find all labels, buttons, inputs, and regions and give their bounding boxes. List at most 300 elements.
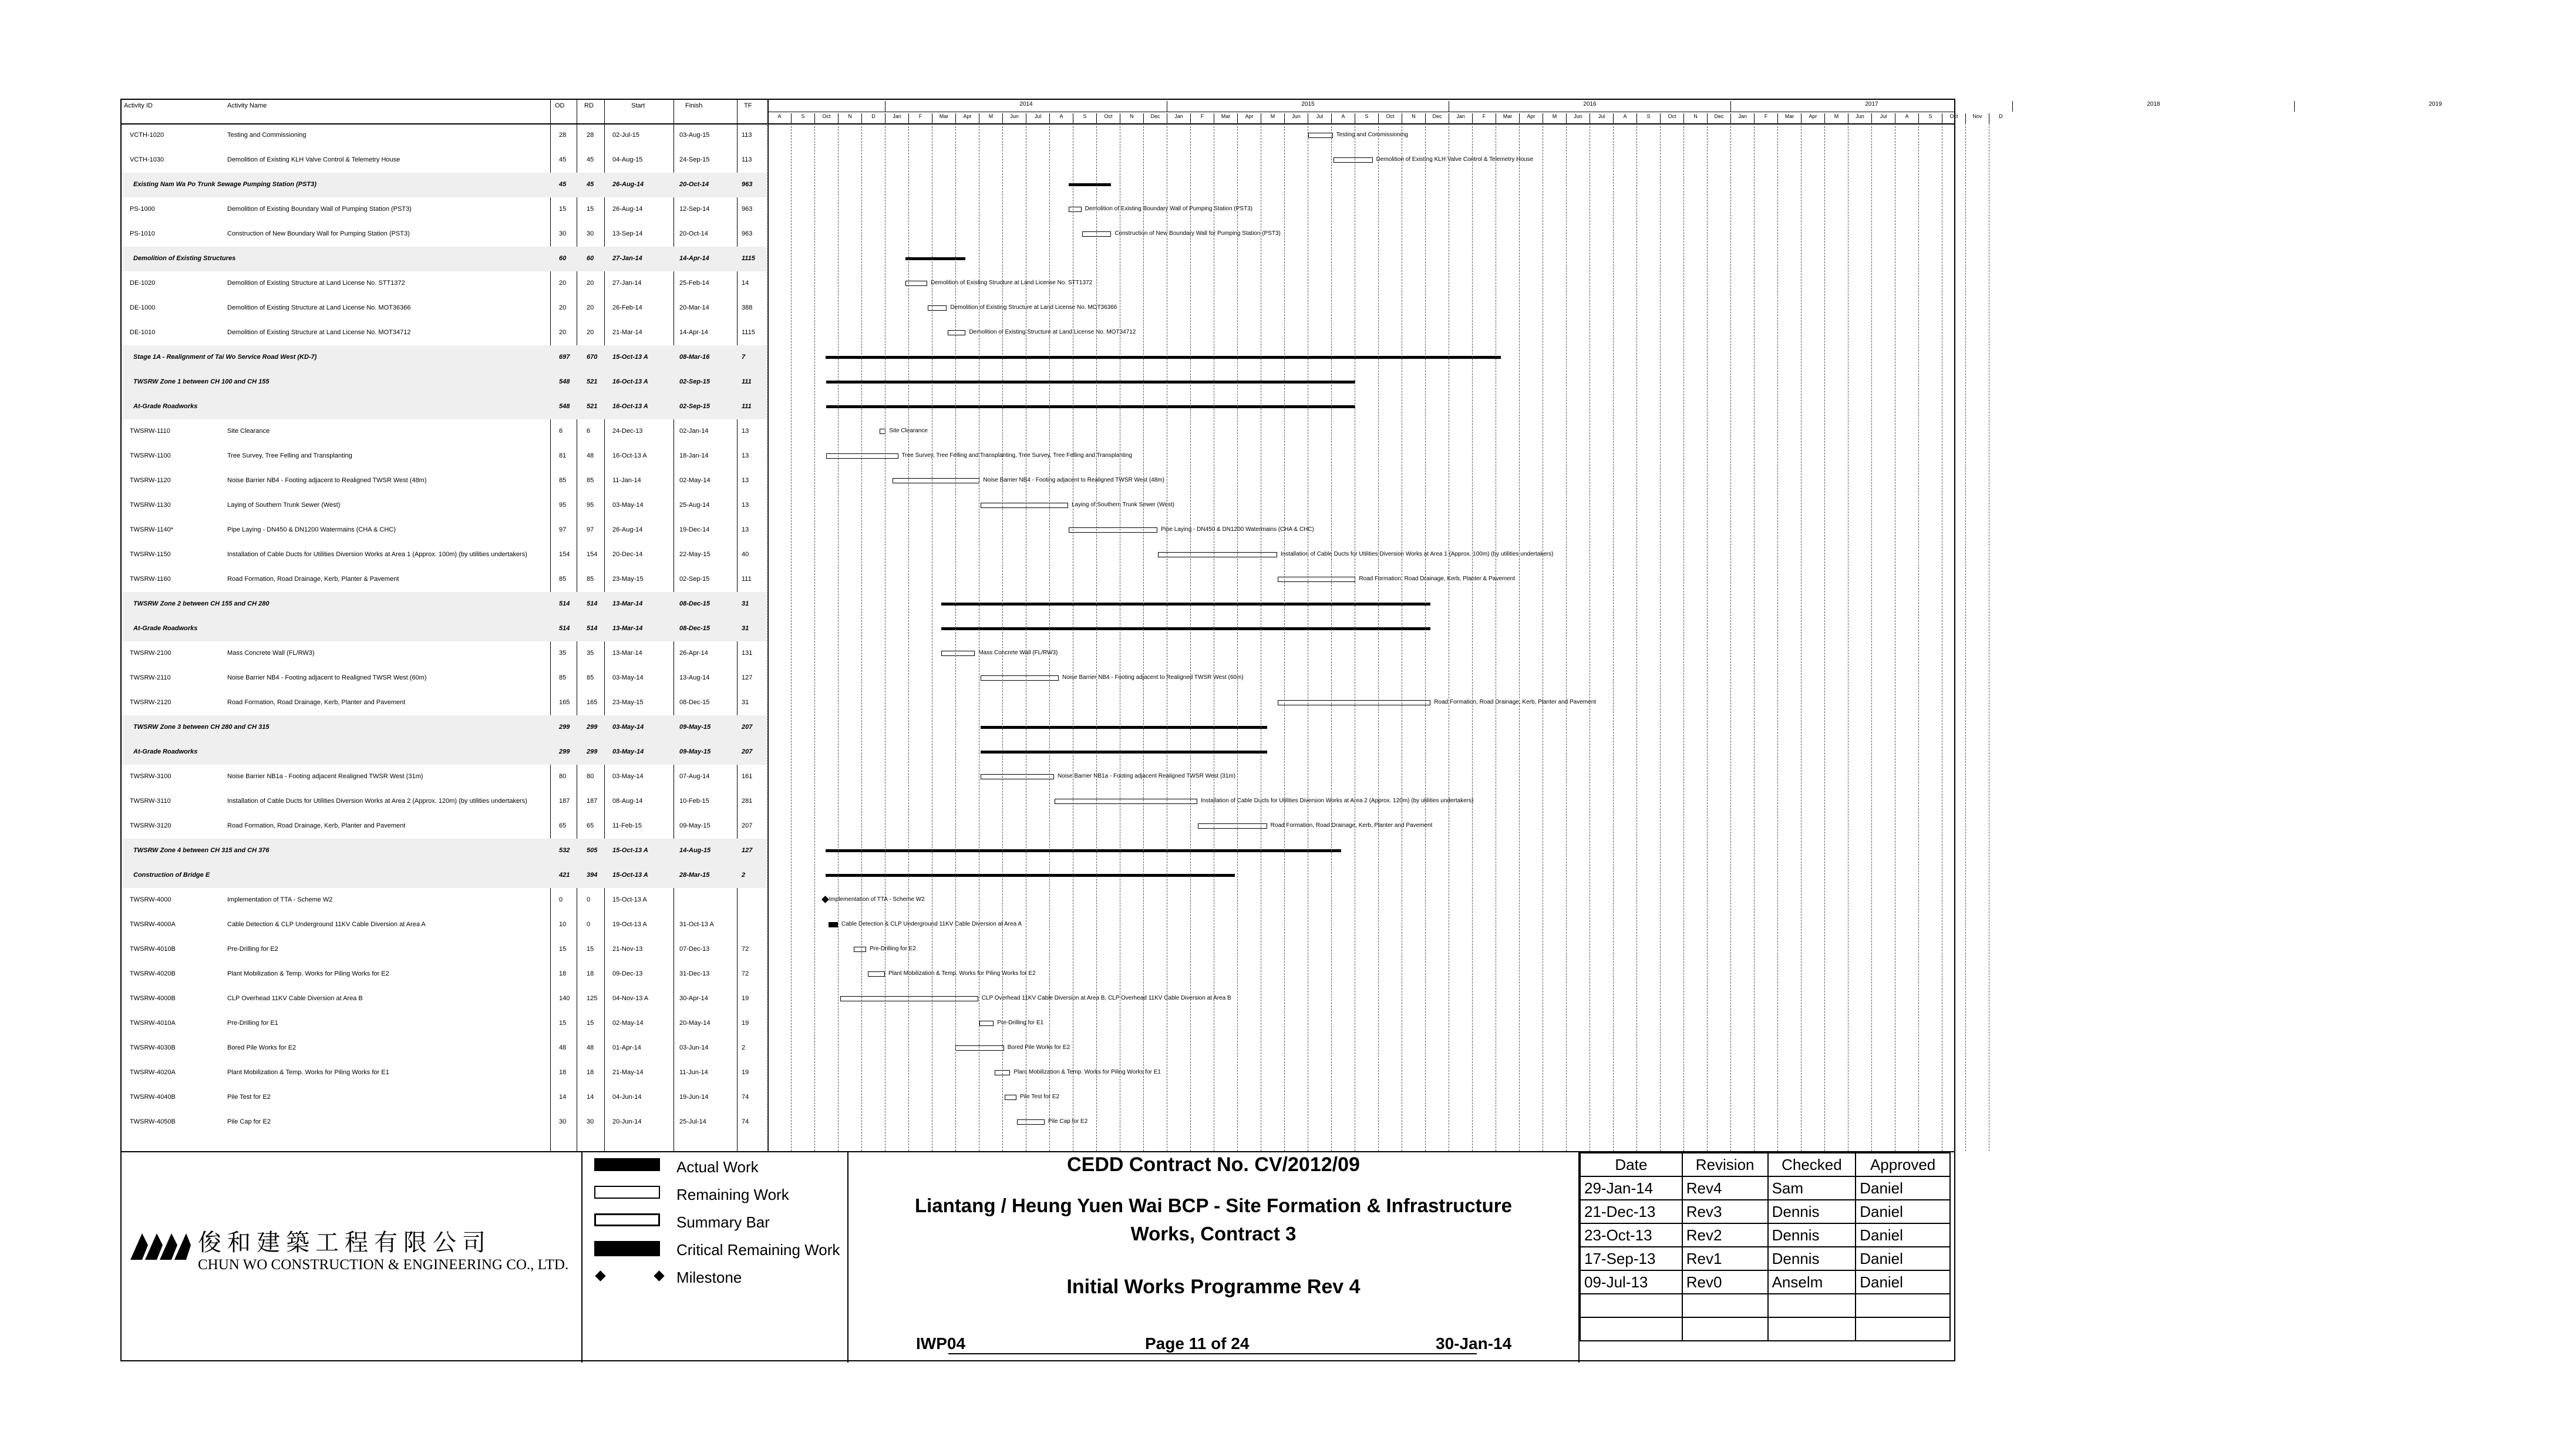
- revision-row: [1580, 1247, 1950, 1270]
- activity-bar: [1198, 823, 1267, 829]
- start-date: 11-Feb-15: [612, 822, 642, 829]
- total-float: 31: [742, 625, 749, 632]
- activity-id: DE-1020: [130, 280, 156, 287]
- table-row: [122, 1061, 767, 1085]
- total-float: 14: [742, 280, 749, 287]
- start-date: 21-Mar-14: [612, 329, 642, 336]
- remaining-duration: 521: [587, 378, 598, 385]
- revision-cell: Daniel: [1856, 1176, 1950, 1200]
- revision-header: Checked: [1768, 1153, 1856, 1176]
- start-date: 16-Oct-13 A: [612, 378, 648, 385]
- activity-id: DE-1010: [130, 329, 156, 336]
- timeline-month: A: [1613, 113, 1636, 123]
- total-float: 113: [742, 156, 752, 163]
- revision-cell: Daniel: [1856, 1223, 1950, 1247]
- timeline-month: Apr: [1801, 113, 1824, 123]
- total-float: 963: [742, 181, 753, 188]
- start-date: 26-Aug-14: [612, 206, 643, 213]
- table-row: [122, 148, 767, 173]
- activity-name: Road Formation, Road Drainage, Kerb, Planter and Pavement: [227, 699, 406, 706]
- bar-label: CLP Overhead 11KV Cable Diversion at Area B, CLP Overhead 11KV Cable Diversion at Area B: [981, 995, 1231, 1001]
- remaining-duration: 97: [587, 526, 594, 533]
- summary-bar: [941, 627, 1430, 630]
- finish-date: 03-Aug-15: [679, 132, 710, 139]
- activity-name: Road Formation, Road Drainage, Kerb, Planter & Pavement: [227, 576, 399, 583]
- original-duration: 10: [559, 921, 567, 928]
- start-date: 03-May-14: [612, 724, 644, 731]
- finish-date: 19-Jun-14: [679, 1094, 709, 1101]
- activity-bar: [826, 453, 898, 459]
- table-row: [122, 1110, 767, 1135]
- finish-date: 14-Apr-14: [679, 255, 709, 262]
- activity-id: TWSRW-4020B: [130, 970, 176, 977]
- remaining-duration: 85: [587, 477, 594, 484]
- timeline-month: Oct: [1096, 113, 1120, 123]
- activity-bar: [1308, 133, 1332, 138]
- timeline-month: D: [861, 113, 885, 123]
- bar-label: Tree Survey, Tree Felling and Transplanting, Tree Survey, Tree Felling and Transplanting: [901, 452, 1132, 459]
- bar-label: Pipe Laying - DN450 & DN1200 Watermains (CHA & CHC): [1161, 526, 1314, 533]
- timeline-year: 2016: [1449, 101, 1730, 112]
- remaining-duration: 65: [587, 822, 594, 829]
- timeline-month: Jul: [1871, 113, 1895, 123]
- revision-header: Approved: [1856, 1153, 1950, 1176]
- total-float: 72: [742, 970, 749, 977]
- start-date: 11-Jan-14: [612, 477, 641, 484]
- start-date: 16-Oct-13 A: [612, 403, 648, 410]
- timeline-month: Dec: [1707, 113, 1730, 123]
- activity-id: VCTH-1030: [130, 156, 164, 163]
- finish-date: 20-Oct-14: [679, 230, 708, 237]
- original-duration: 81: [559, 452, 567, 459]
- col-start: Start: [631, 102, 645, 109]
- table-row: [122, 567, 767, 592]
- revision-cell: Anselm: [1768, 1270, 1856, 1294]
- activity-bar: [981, 503, 1068, 508]
- bar-label: Pre-Drilling for E2: [870, 946, 916, 952]
- col-rd: RD: [584, 102, 594, 109]
- timeline-month: Jun: [1566, 113, 1590, 123]
- remaining-duration: 125: [587, 995, 598, 1002]
- finish-date: 07-Aug-14: [679, 773, 710, 780]
- finish-date: 24-Sep-15: [679, 156, 710, 163]
- revision-cell: [1856, 1294, 1950, 1317]
- page-number: Page 11 of 24: [1145, 1334, 1250, 1353]
- revision-cell: [1580, 1294, 1682, 1317]
- summary-bar: [905, 257, 966, 260]
- summary-bar: [826, 874, 1235, 877]
- total-float: 31: [742, 699, 749, 706]
- finish-date: 08-Dec-15: [679, 699, 710, 706]
- original-duration: 85: [559, 477, 567, 484]
- activity-id: TWSRW-4050B: [130, 1118, 176, 1125]
- programme-title: Initial Works Programme Rev 4: [1066, 1276, 1361, 1298]
- timeline-month: Mar: [1214, 113, 1237, 123]
- timeline-month: Jul: [1590, 113, 1613, 123]
- activity-bar: [941, 651, 975, 656]
- start-date: 03-May-14: [612, 502, 644, 509]
- finish-date: 20-Oct-14: [679, 181, 709, 188]
- timeline-month: M: [1824, 113, 1848, 123]
- bar-label: Bored Pile Works for E2: [1007, 1044, 1070, 1051]
- timeline-month: Jan: [885, 113, 908, 123]
- remaining-duration: 165: [587, 699, 598, 706]
- original-duration: 35: [559, 650, 567, 657]
- activity-name: Pre-Drilling for E1: [227, 1020, 278, 1027]
- start-date: 02-May-14: [612, 1020, 644, 1027]
- activity-id: TWSRW-4040B: [130, 1094, 176, 1101]
- original-duration: 15: [559, 946, 567, 953]
- remaining-duration: 48: [587, 452, 594, 459]
- activity-name: TWSRW Zone 1 between CH 100 and CH 155: [133, 378, 270, 385]
- company-name-english: CHUN WO CONSTRUCTION & ENGINEERING CO., LTD.: [198, 1257, 569, 1273]
- finish-date: 03-Jun-14: [679, 1044, 709, 1051]
- original-duration: 60: [559, 255, 567, 262]
- original-duration: 548: [559, 403, 570, 410]
- revision-row: [1580, 1223, 1950, 1247]
- bar-label: Site Clearance: [889, 428, 928, 434]
- group-row: [122, 839, 767, 863]
- table-row: [122, 444, 767, 469]
- total-float: 111: [742, 576, 752, 583]
- remaining-duration: 514: [587, 600, 598, 607]
- timeline-year: 2014: [885, 101, 1167, 112]
- activity-id: TWSRW-3110: [130, 798, 171, 805]
- summary-bar: [941, 603, 1430, 606]
- activity-id: VCTH-1020: [130, 132, 164, 139]
- timeline-years: [767, 100, 2442, 112]
- total-float: 127: [742, 847, 753, 854]
- revision-cell: Rev2: [1682, 1223, 1768, 1247]
- remaining-duration: 30: [587, 1118, 594, 1125]
- start-date: 24-Dec-13: [612, 428, 643, 435]
- table-row: [122, 765, 767, 789]
- start-date: 04-Aug-15: [612, 156, 643, 163]
- timeline-month: M: [1543, 113, 1566, 123]
- remaining-duration: 45: [587, 181, 594, 188]
- original-duration: 28: [559, 132, 567, 139]
- original-duration: 299: [559, 724, 570, 731]
- bar-label: Implementation of TTA - Scheme W2: [829, 896, 925, 903]
- group-row: [122, 370, 767, 395]
- revision-cell: Dennis: [1768, 1200, 1856, 1223]
- activity-bar: [1005, 1095, 1016, 1100]
- total-float: 2: [742, 872, 746, 879]
- summary-bar: [826, 849, 1342, 852]
- total-float: 127: [742, 674, 753, 681]
- table-row: [122, 1011, 767, 1036]
- bar-label: Demolition of Existing KLH Valve Control & Telemetry House: [1376, 156, 1534, 163]
- activity-bar: [1017, 1119, 1045, 1125]
- total-float: 963: [742, 230, 753, 237]
- total-float: 72: [742, 946, 749, 953]
- revision-row: [1580, 1200, 1950, 1223]
- company-name-chinese: 俊和建築工程有限公司: [198, 1229, 491, 1256]
- issue-date: 30-Jan-14: [1436, 1334, 1512, 1353]
- remaining-duration: 95: [587, 502, 594, 509]
- group-row: [122, 715, 767, 740]
- summary-bar: [981, 726, 1267, 729]
- activity-name: Laying of Southern Trunk Sewer (West): [227, 502, 341, 509]
- activity-id: TWSRW-4020A: [130, 1069, 176, 1076]
- remaining-duration: 15: [587, 206, 594, 213]
- timeline-month: Oct: [1942, 113, 1965, 123]
- revision-cell: 21-Dec-13: [1580, 1200, 1682, 1223]
- table-row: [122, 913, 767, 937]
- project-title-line1: Liantang / Heung Yuen Wai BCP - Site Formation & Infrastructure: [914, 1195, 1512, 1216]
- timeline-month: S: [1636, 113, 1660, 123]
- original-duration: 45: [559, 156, 567, 163]
- timeline-month: Mar: [1777, 113, 1801, 123]
- activity-bar: [829, 922, 838, 927]
- activity-name: Existing Nam Wa Po Trunk Sewage Pumping Station (PST3): [133, 181, 316, 188]
- table-row: [122, 962, 767, 987]
- start-date: 16-Oct-13 A: [612, 452, 647, 459]
- total-float: 111: [742, 403, 752, 410]
- start-date: 03-May-14: [612, 674, 644, 681]
- total-float: 19: [742, 995, 749, 1002]
- activity-name: TWSRW Zone 2 between CH 155 and CH 280: [133, 600, 270, 607]
- timeline-month: Apr: [1519, 113, 1543, 123]
- remaining-duration: 20: [587, 304, 594, 311]
- activity-name: Site Clearance: [227, 428, 270, 435]
- start-date: 26-Aug-14: [612, 526, 643, 533]
- remaining-duration: 521: [587, 403, 598, 410]
- table-row: [122, 271, 767, 296]
- revision-header: Date: [1580, 1153, 1682, 1176]
- timeline-month: S: [1073, 113, 1096, 123]
- remaining-duration: 299: [587, 724, 598, 731]
- finish-date: 02-Sep-15: [679, 378, 710, 385]
- activity-bar: [981, 675, 1059, 681]
- activity-name: Stage 1A - Realignment of Tai Wo Service Road West (KD-7): [133, 354, 317, 361]
- original-duration: 532: [559, 847, 570, 854]
- activity-bar: [854, 947, 866, 952]
- activity-id: DE-1000: [130, 304, 156, 311]
- total-float: 207: [742, 748, 753, 755]
- revision-cell: Daniel: [1856, 1270, 1950, 1294]
- remaining-duration: 154: [587, 551, 598, 558]
- finish-date: 08-Dec-15: [679, 625, 710, 632]
- total-float: 388: [742, 304, 753, 311]
- group-row: [122, 247, 767, 271]
- remaining-duration: 0: [587, 896, 591, 903]
- total-float: 113: [742, 132, 752, 139]
- bar-label: Installation of Cable Ducts for Utilities Diversion Works at Area 2 (Approx. 120m) (by utilities undertakers): [1201, 798, 1474, 804]
- timeline-month: Jun: [1002, 113, 1026, 123]
- revision-cell: Dennis: [1768, 1247, 1856, 1270]
- activity-id: TWSRW-1110: [130, 428, 170, 435]
- doc-code: IWP04: [916, 1334, 966, 1353]
- activity-bar: [979, 1021, 994, 1026]
- total-float: 2: [742, 1044, 746, 1051]
- timeline-month: Dec: [1143, 113, 1167, 123]
- total-float: 13: [742, 502, 749, 509]
- timeline-month: N: [1120, 113, 1143, 123]
- timeline-month: F: [1190, 113, 1214, 123]
- remaining-duration: 18: [587, 1069, 594, 1076]
- table-row: [122, 123, 767, 148]
- activity-table: [122, 100, 769, 1151]
- original-duration: 514: [559, 625, 570, 632]
- timeline-month: D: [1989, 113, 2012, 123]
- original-duration: 20: [559, 280, 567, 287]
- timeline-month: A: [1895, 113, 1918, 123]
- activity-bar: [1069, 527, 1157, 533]
- finish-date: 22-May-15: [679, 551, 710, 558]
- original-duration: 18: [559, 970, 567, 977]
- revision-cell: [1768, 1317, 1856, 1341]
- finish-date: 08-Dec-15: [679, 600, 710, 607]
- activity-id: TWSRW-3120: [130, 822, 171, 829]
- timeline-month: Jan: [1167, 113, 1190, 123]
- revision-cell: 29-Jan-14: [1580, 1176, 1682, 1200]
- original-duration: 45: [559, 181, 567, 188]
- revision-cell: [1856, 1317, 1950, 1341]
- activity-name: Testing and Commissioning: [227, 132, 307, 139]
- total-float: 207: [742, 822, 753, 829]
- bar-label: Demolition of Existing Structure at Land License No. MOT36366: [950, 304, 1117, 311]
- table-row: [122, 321, 767, 345]
- bar-label: Plant Mobilization & Temp. Works for Piling Works for E1: [1013, 1069, 1161, 1075]
- activity-name: Noise Barrier NB4 - Footing adjacent to Realigned TWSR West (60m): [227, 674, 427, 681]
- table-row: [122, 419, 767, 444]
- bar-label: Road Formation, Road Drainage, Kerb, Planter and Pavement: [1270, 822, 1433, 829]
- activity-bar: [868, 971, 885, 977]
- activity-id: TWSRW-1100: [130, 452, 171, 459]
- activity-name: Road Formation, Road Drainage, Kerb, Planter and Pavement: [227, 822, 406, 829]
- original-duration: 187: [559, 798, 570, 805]
- start-date: 23-May-15: [612, 576, 644, 583]
- finish-date: 30-Apr-14: [679, 995, 708, 1002]
- col-tf: TF: [744, 102, 752, 109]
- total-float: 7: [742, 354, 746, 361]
- revision-cell: 17-Sep-13: [1580, 1247, 1682, 1270]
- total-float: 19: [742, 1020, 749, 1027]
- total-float: 13: [742, 477, 749, 484]
- start-date: 13-Sep-14: [612, 230, 643, 237]
- activity-name: Mass Concrete Wall (FL/RW3): [227, 650, 315, 657]
- finish-date: 25-Aug-14: [679, 502, 710, 509]
- original-duration: 421: [559, 872, 570, 879]
- remaining-duration: 20: [587, 280, 594, 287]
- revision-cell: Daniel: [1856, 1200, 1950, 1223]
- timeline-month: Oct: [814, 113, 838, 123]
- finish-date: 25-Feb-14: [679, 280, 709, 287]
- bar-label: Noise Barrier NB1a - Footing adjacent Realigned TWSR West (31m): [1058, 773, 1236, 779]
- total-float: 111: [742, 378, 752, 385]
- original-duration: 85: [559, 674, 567, 681]
- original-duration: 0: [559, 896, 563, 903]
- finish-date: 12-Sep-14: [679, 206, 710, 213]
- programme-sheet: [120, 99, 2442, 1361]
- original-duration: 80: [559, 773, 567, 780]
- activity-bar: [955, 1045, 1004, 1051]
- activity-name: Tree Survey, Tree Felling and Transplanting: [227, 452, 352, 459]
- activity-name: Construction of New Boundary Wall for Pumping Station (PST3): [227, 230, 410, 237]
- finish-date: 02-Sep-15: [679, 576, 710, 583]
- start-date: 15-Oct-13 A: [612, 354, 648, 361]
- total-float: 40: [742, 551, 749, 558]
- activity-id: TWSRW-3100: [130, 773, 171, 780]
- remaining-duration: 514: [587, 625, 598, 632]
- bar-label: Construction of New Boundary Wall for Pumping Station (PST3): [1114, 230, 1281, 237]
- timeline-month: Jan: [1449, 113, 1472, 123]
- remaining-duration: 20: [587, 329, 594, 336]
- table-row: [122, 814, 767, 839]
- remaining-duration: 6: [587, 428, 591, 435]
- table-row: [122, 641, 767, 666]
- start-date: 20-Dec-14: [612, 551, 643, 558]
- start-date: 13-Mar-14: [612, 625, 643, 632]
- activity-name: Noise Barrier NB1a - Footing adjacent Realigned TWSR West (31m): [227, 773, 423, 780]
- remaining-duration: 18: [587, 970, 594, 977]
- revision-cell: Rev1: [1682, 1247, 1768, 1270]
- remaining-duration: 14: [587, 1094, 594, 1101]
- timeline-month: Jun: [1284, 113, 1308, 123]
- activity-bar: [928, 305, 947, 311]
- bar-label: Cable Detection & CLP Underground 11KV Cable Diversion at Area A: [841, 921, 1022, 927]
- activity-name: Installation of Cable Ducts for Utilities Diversion Works at Area 2 (Approx. 120m) (by utilities undertakers): [227, 798, 527, 805]
- activity-name: Installation of Cable Ducts for Utilities Diversion Works at Area 1 (Approx. 100m) (by utilities undertakers): [227, 551, 527, 558]
- original-duration: 95: [559, 502, 567, 509]
- revision-cell: Dennis: [1768, 1223, 1856, 1247]
- table-row: [122, 1036, 767, 1061]
- activity-id: TWSRW-2110: [130, 674, 171, 681]
- activity-id: TWSRW-4030B: [130, 1044, 176, 1051]
- finish-date: 28-Mar-15: [679, 872, 710, 879]
- activity-name: Implementation of TTA - Scheme W2: [227, 896, 333, 903]
- original-duration: 20: [559, 304, 567, 311]
- start-date: 23-May-15: [612, 699, 644, 706]
- activity-name: Pipe Laying - DN450 & DN1200 Watermains (CHA & CHC): [227, 526, 396, 533]
- activity-name: Demolition of Existing Structure at Land License No. MOT34712: [227, 329, 411, 336]
- group-row: [122, 740, 767, 765]
- timeline-month: S: [791, 113, 814, 123]
- remaining-duration: 85: [587, 674, 594, 681]
- original-duration: 165: [559, 699, 570, 706]
- activity-bar: [948, 330, 966, 335]
- activity-id: TWSRW-4010A: [130, 1020, 176, 1027]
- activity-id: TWSRW-1120: [130, 477, 171, 484]
- bar-label: Road Formation, Road Drainage, Kerb, Planter & Pavement: [1359, 576, 1516, 582]
- start-date: 01-Apr-14: [612, 1044, 641, 1051]
- table-row: [122, 691, 767, 715]
- finish-date: 09-May-15: [679, 724, 711, 731]
- remaining-duration: 48: [587, 1044, 594, 1051]
- original-duration: 140: [559, 995, 570, 1002]
- summary-bar: [826, 356, 1501, 359]
- bar-label: Pile Cap for E2: [1048, 1118, 1088, 1125]
- remaining-duration: 30: [587, 230, 594, 237]
- table-row: [122, 493, 767, 518]
- milestone-icon: [595, 1270, 605, 1281]
- activity-name: TWSRW Zone 3 between CH 280 and CH 315: [133, 724, 270, 731]
- original-duration: 14: [559, 1094, 567, 1101]
- remaining-duration: 505: [587, 847, 598, 854]
- total-float: 13: [742, 452, 749, 459]
- activity-bar: [893, 478, 979, 483]
- timeline-month: Jun: [1848, 113, 1871, 123]
- revision-cell: 09-Jul-13: [1580, 1270, 1682, 1294]
- timeline-month: Oct: [1660, 113, 1683, 123]
- activity-id: TWSRW-4000: [130, 896, 171, 903]
- original-duration: 85: [559, 576, 567, 583]
- revision-box: [1580, 1152, 1955, 1363]
- start-date: 27-Jan-14: [612, 280, 642, 287]
- table-row: [122, 222, 767, 247]
- revision-cell: [1580, 1317, 1682, 1341]
